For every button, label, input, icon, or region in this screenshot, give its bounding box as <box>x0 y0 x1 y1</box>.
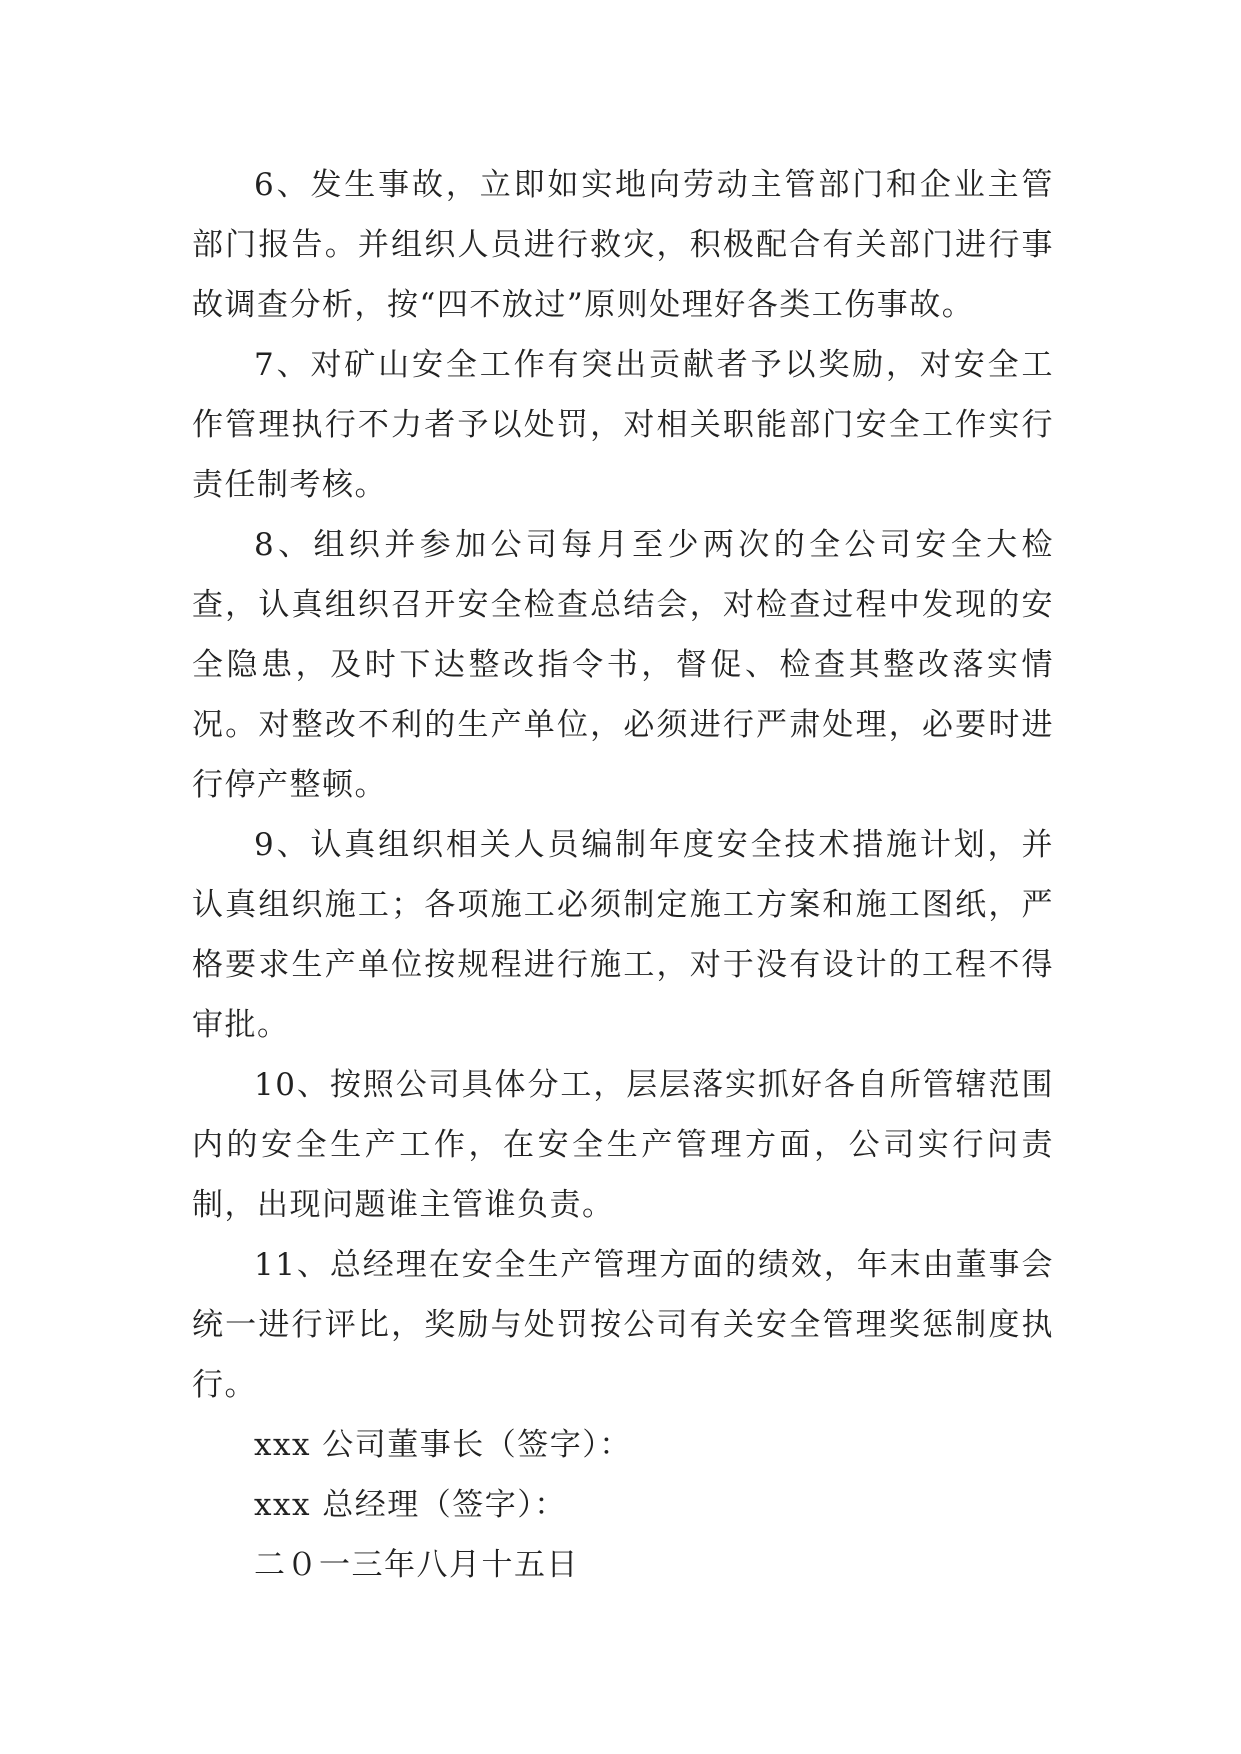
paragraph-item-7: 7、对矿山安全工作有突出贡献者予以奖励，对安全工作管理执行不力者予以处罚，对相关职能部门安全工作实行责任制考核。 <box>192 347 1054 503</box>
paragraph-item-10: 10、按照公司具体分工，层层落实抓好各自所管辖范围内的安全生产工作，在安全生产管理方面，公司实行问责制，出现问题谁主管谁负责。 <box>192 1067 1054 1223</box>
paragraph-item-6: 6、发生事故，立即如实地向劳动主管部门和企业主管部门报告。并组织人员进行救灾，积极配合有关部门进行事故调查分析，按“四不放过”原则处理好各类工伤事故。 <box>192 167 1054 323</box>
document-body <box>192 155 1054 1595</box>
document-date: 二０一三年八月十五日 <box>254 1547 579 1583</box>
general-manager-signature-line: xxx 总经理（签字）： <box>254 1487 567 1523</box>
paragraph-item-9: 9、认真组织相关人员编制年度安全技术措施计划，并认真组织施工；各项施工必须制定施工方案和施工图纸，严格要求生产单位按规程进行施工，对于没有设计的工程不得审批。 <box>192 827 1054 1043</box>
chairman-signature-line: xxx 公司董事长（签字）： <box>254 1427 632 1463</box>
paragraph-item-11: 11、总经理在安全生产管理方面的绩效，年末由董事会统一进行评比，奖励与处罚按公司有关安全管理奖惩制度执行。 <box>192 1247 1054 1403</box>
paragraph-item-8: 8、组织并参加公司每月至少两次的全公司安全大检查，认真组织召开安全检查总结会，对检查过程中发现的安全隐患，及时下达整改指令书，督促、检查其整改落实情况。对整改不利的生产单位，必须进行严肃处理，必要时进行停产整顿。 <box>192 527 1054 803</box>
